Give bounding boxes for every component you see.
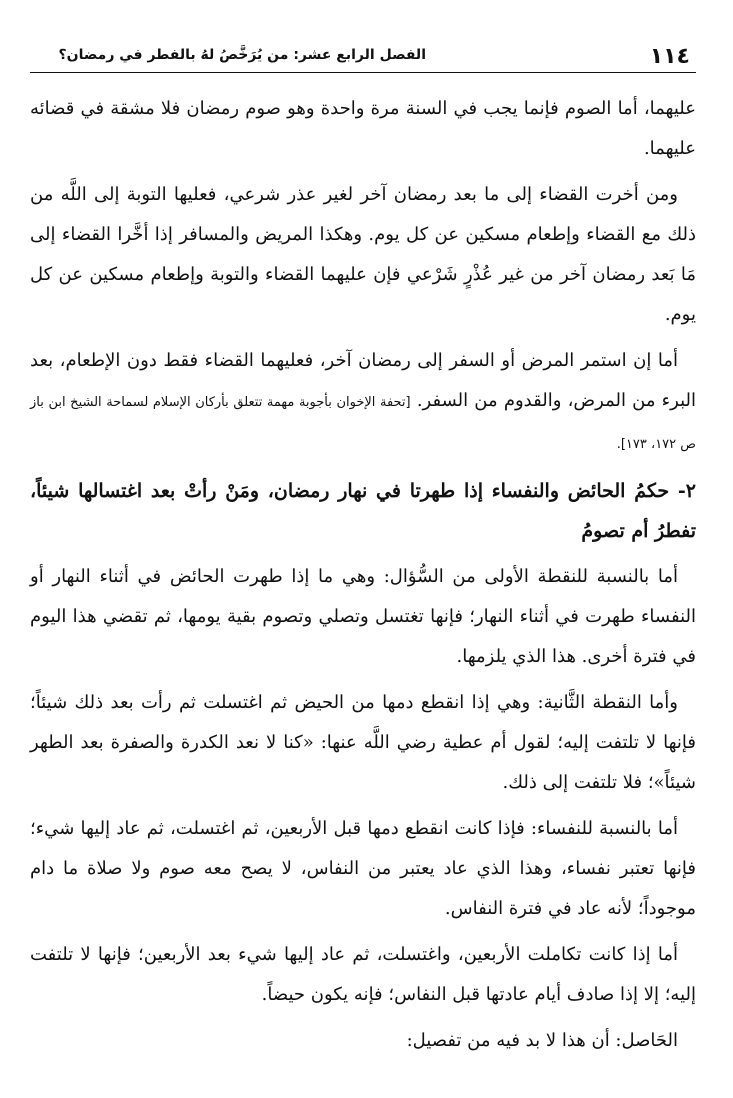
paragraph-7: أما إذا كانت تكاملت الأربعين، واغتسلت، ثم عاد إليها شيء بعد الأربعين؛ فإنها لا تلتفت إليه؛ إلا إذا صادف أيام عادتها قبل النفاس؛ فإنه يكون حيضاً.: [30, 944, 696, 1005]
reference-citation: [تحفة الإخوان بأجوبة مهمة تتعلق بأركان الإسلام لسماحة الشيخ ابن باز ص ١٧٢، ١٧٣].: [30, 395, 696, 452]
chapter-title: الفصل الرابع عشر: من يُرَخَّصُ لهُ بالفطر في رمضان؟: [58, 47, 426, 63]
paragraph-3: [30, 341, 696, 465]
paragraph-4: أما بالنسبة للنقطة الأولى من السُّؤال: وهي ما إذا طهرت الحائض في أثناء النهار أو النفساء طهرت في أثناء النهار؛ فإنها تغتسل وتصلي وتصوم بقية يومها، ثم تقضي هذا اليوم في فترة أخرى. هذا الذي يلزمها.: [30, 566, 696, 667]
page-body: [30, 89, 696, 1061]
page-number: ١١٤: [649, 44, 690, 69]
paragraph-2: ومن أخرت القضاء إلى ما بعد رمضان آخر لغير عذر شرعي، فعليها التوبة إلى اللَّه من ذلك مع القضاء وإطعام مسكين عن كل يوم. وهكذا المريض والمسافر إذا أخَّرا القضاء إلى مَا بَعد رمضان آخر من غير عُذْرٍ شَرْعي فإن عليهما القضاء والتوبة وإطعام مسكين عن كل يوم.: [30, 184, 696, 325]
paragraph-1: عليهما، أما الصوم فإنما يجب في السنة مرة واحدة وهو صوم رمضان فلا مشقة في قضائه عليهما.: [30, 98, 696, 159]
paragraph-3-text: أما إن استمر المرض أو السفر إلى رمضان آخر، فعليهما القضاء فقط دون الإطعام، بعد البرء من المرض، والقدوم من السفر.: [30, 350, 696, 411]
page-header: [30, 38, 696, 73]
paragraph-5: وأما النقطة الثَّانية: وهي إذا انقطع دمها من الحيض ثم اغتسلت ثم رأت بعد ذلك شيئاً؛ فإنها لا تلتفت إليه؛ لقول أم عطية رضي اللَّه عنها: «كنا لا نعد الكدرة والصفرة بعد الطهر شيئاً»؛ فلا تلتفت إلى ذلك.: [30, 692, 696, 793]
section-heading: ٢- حكمُ الحائض والنفساء إذا طهرتا في نهار رمضان، ومَنْ رأتْ بعد اغتسالها شيئاً، تفطرُ أم تصومُ: [30, 480, 696, 542]
paragraph-6: أما بالنسبة للنفساء: فإذا كانت انقطع دمها قبل الأربعين، ثم اغتسلت، ثم عاد إليها شيء؛ فإنها تعتبر نفساء، وهذا الذي عاد يعتبر من النفاس، لا يصح معه صوم ولا صلاة ما دام موجوداً؛ لأنه عاد في فترة النفاس.: [30, 818, 696, 919]
paragraph-8: الحَاصل: أن هذا لا بد فيه من تفصيل:: [406, 1030, 678, 1051]
book-page: [30, 38, 696, 1067]
